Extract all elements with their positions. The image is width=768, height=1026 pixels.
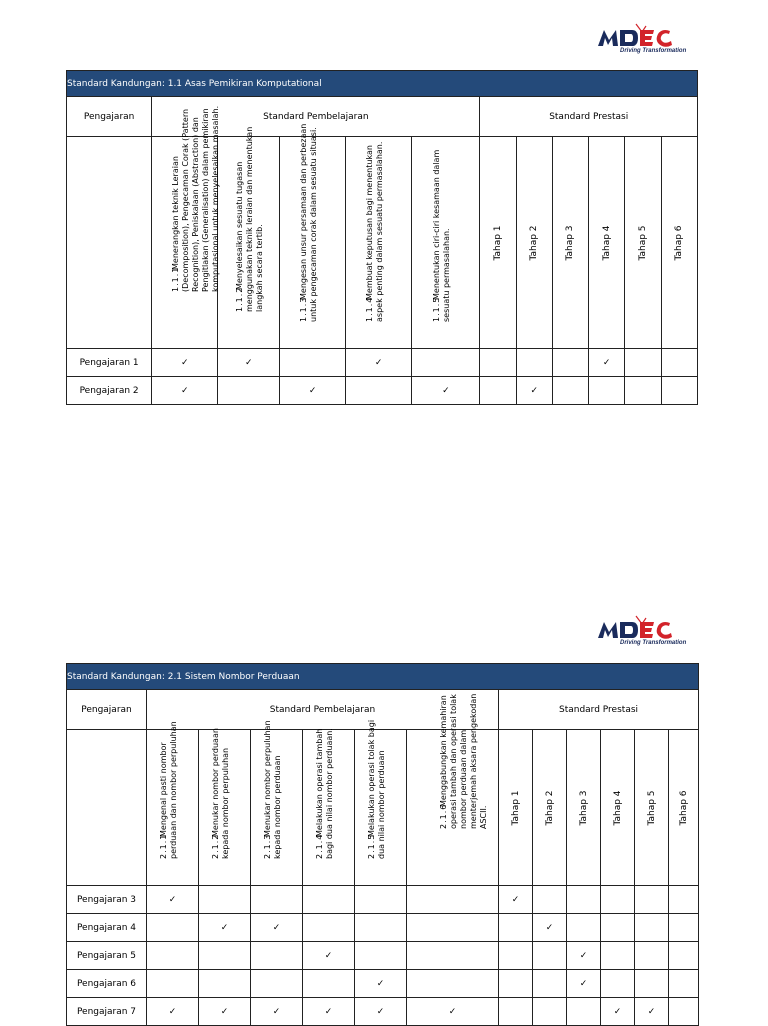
empty-cell — [303, 886, 355, 914]
standard-text — [432, 122, 452, 322]
row-label: Pengajaran 2 — [67, 377, 152, 405]
standard-number: 2.1.4 — [314, 833, 324, 859]
empty-cell — [533, 970, 567, 998]
standard-description: Menerangkan teknik Leraian (Decomposition), Pengecaman Corak (Pattern Recognition), Peniskalaan (Abstraction) dan Pengitlakan (Generalisation) dalam pemikiran komputasional untuk menyelesaikan masalah. — [170, 105, 220, 292]
tahap-label: Tahap 1 — [493, 224, 504, 261]
empty-cell — [669, 942, 699, 970]
empty-cell — [407, 886, 499, 914]
check-mark: ✓ — [218, 349, 280, 377]
tahap-header — [589, 137, 625, 349]
standard-text — [211, 715, 231, 859]
empty-cell — [589, 377, 625, 405]
check-mark: ✓ — [303, 998, 355, 1026]
logo-tagline: Driving Transformation — [620, 640, 687, 646]
tahap-header — [669, 730, 699, 886]
standard-text — [367, 715, 387, 859]
empty-cell — [499, 970, 533, 998]
standard-description: Membuat keputusan bagi menentukan aspek penting dalam sesuatu permasalahan. — [364, 141, 384, 322]
check-mark: ✓ — [567, 970, 601, 998]
empty-cell — [407, 914, 499, 942]
check-mark: ✓ — [251, 914, 303, 942]
tahap-label: Tahap 3 — [565, 224, 576, 261]
empty-cell — [567, 998, 601, 1026]
empty-cell — [251, 942, 303, 970]
standard-pembelajaran-cell — [199, 730, 251, 886]
standard-description: Mengenal pasti nombor perduaan dan nombor perpuluhan — [158, 721, 178, 859]
empty-cell — [567, 914, 601, 942]
standard-description: Menggabungkan kemahiran operasi tambah dan operasi tolak nombor perduaan dalam menterjemah aksara pengekodan ASCII. — [438, 693, 488, 829]
tahap-label: Tahap 6 — [678, 789, 689, 826]
standard-number: 1.1.1 — [170, 266, 180, 292]
check-mark: ✓ — [412, 377, 480, 405]
check-mark: ✓ — [407, 998, 499, 1026]
standard-text — [263, 715, 283, 859]
tahap-header — [533, 730, 567, 886]
check-mark: ✓ — [251, 998, 303, 1026]
check-mark: ✓ — [280, 377, 346, 405]
standard-description: Mengesan unsur persamaan dan perbezaan untuk pengecaman corak dalam sesuatu situasi. — [298, 123, 318, 322]
standard-number: 2.1.1 — [158, 833, 168, 859]
tahap-label: Tahap 4 — [612, 789, 623, 826]
check-mark: ✓ — [499, 886, 533, 914]
standard-text — [235, 112, 265, 312]
empty-cell — [601, 914, 635, 942]
standard-description: Melakukan operasi tambah bagi dua nilai nombor perduaan. — [314, 728, 334, 859]
tahap-header — [625, 137, 661, 349]
empty-cell — [355, 914, 407, 942]
row-label: Pengajaran 4 — [67, 914, 147, 942]
standard-number: 2.1.2 — [210, 833, 220, 859]
standard-number: 1.1.2 — [234, 286, 244, 312]
mdec-logo — [596, 22, 700, 64]
empty-cell — [251, 970, 303, 998]
empty-cell — [147, 970, 199, 998]
empty-cell — [552, 349, 588, 377]
empty-cell — [669, 970, 699, 998]
tahap-label: Tahap 1 — [510, 789, 521, 826]
empty-cell — [661, 377, 697, 405]
empty-cell — [533, 942, 567, 970]
empty-cell — [635, 886, 669, 914]
empty-cell — [625, 377, 661, 405]
header-standard-pembelajaran: Standard Pembelajaran — [152, 97, 480, 137]
tahap-header — [601, 730, 635, 886]
standard-table-2 — [66, 663, 699, 1026]
standard-text — [315, 715, 335, 859]
check-mark: ✓ — [303, 942, 355, 970]
standard-number: 1.1.3 — [298, 296, 308, 322]
logo-tagline: Driving Transformation — [620, 48, 687, 54]
row-label: Pengajaran 7 — [67, 998, 147, 1026]
table-title: Standard Kandungan: 2.1 Sistem Nombor Perduaan — [67, 664, 699, 690]
empty-cell — [669, 886, 699, 914]
standard-table-1 — [66, 70, 698, 405]
tahap-label: Tahap 5 — [637, 224, 648, 261]
empty-cell — [199, 886, 251, 914]
standard-description: Melakukan operasi tolak bagi dua nilai nombor perduaan — [366, 719, 386, 859]
standard-text — [365, 122, 385, 322]
empty-cell — [533, 998, 567, 1026]
empty-cell — [355, 886, 407, 914]
check-mark: ✓ — [199, 914, 251, 942]
standard-pembelajaran-cell — [251, 720, 303, 886]
tahap-header — [499, 730, 533, 886]
empty-cell — [147, 942, 199, 970]
empty-cell — [218, 377, 280, 405]
standard-pembelajaran-cell — [355, 719, 407, 886]
empty-cell — [635, 914, 669, 942]
empty-cell — [303, 970, 355, 998]
table-row — [67, 970, 699, 998]
tahap-label: Tahap 6 — [674, 224, 685, 261]
tahap-label: Tahap 3 — [578, 789, 589, 826]
standard-text — [299, 122, 319, 322]
check-mark: ✓ — [533, 914, 567, 942]
empty-cell — [601, 970, 635, 998]
standard-description: Menukar nombor perduaan kepada nombor perpuluhan — [210, 728, 230, 859]
standard-number: 1.1.4 — [364, 296, 374, 322]
blank-cell — [67, 137, 152, 349]
check-mark: ✓ — [355, 970, 407, 998]
check-mark: ✓ — [635, 998, 669, 1026]
check-mark: ✓ — [589, 349, 625, 377]
standard-pembelajaran-cell — [303, 730, 355, 886]
standard-pembelajaran-cell — [407, 693, 499, 886]
empty-cell — [355, 942, 407, 970]
blank-cell — [67, 730, 147, 886]
tahap-header — [567, 730, 601, 886]
empty-cell — [480, 349, 516, 377]
check-mark: ✓ — [516, 377, 552, 405]
tahap-label: Tahap 4 — [601, 224, 612, 261]
standard-pembelajaran-cell — [346, 137, 412, 349]
empty-cell — [661, 349, 697, 377]
standard-text — [439, 685, 489, 829]
check-mark: ✓ — [601, 998, 635, 1026]
empty-cell — [499, 942, 533, 970]
empty-cell — [669, 998, 699, 1026]
check-mark: ✓ — [152, 349, 218, 377]
table-row — [67, 942, 699, 970]
empty-cell — [251, 886, 303, 914]
empty-cell — [669, 914, 699, 942]
empty-cell — [601, 886, 635, 914]
tahap-header — [552, 137, 588, 349]
header-standard-prestasi: Standard Prestasi — [499, 690, 699, 730]
table-row — [67, 349, 698, 377]
tahap-header — [480, 137, 516, 349]
tahap-header — [516, 137, 552, 349]
empty-cell — [199, 970, 251, 998]
empty-cell — [407, 942, 499, 970]
tahap-header — [661, 137, 697, 349]
standard-number: 1.1.5 — [431, 296, 441, 322]
empty-cell — [635, 942, 669, 970]
empty-cell — [625, 349, 661, 377]
empty-cell — [346, 377, 412, 405]
standard-number: 2.1.3 — [262, 833, 272, 859]
standard-description: Menyelesaikan sesuatu tugasan menggunakan teknik leraian dan menentukan langkah secara tertib. — [234, 126, 264, 312]
empty-cell — [601, 942, 635, 970]
header-standard-pembelajaran: Standard Pembelajaran — [147, 690, 499, 730]
table-row — [67, 914, 699, 942]
mdec-logo — [596, 614, 700, 656]
standard-pembelajaran-cell — [412, 137, 480, 349]
table-title: Standard Kandungan: 1.1 Asas Pemikiran Komputational — [67, 71, 698, 97]
check-mark: ✓ — [147, 998, 199, 1026]
standard-text — [159, 715, 179, 859]
table-row — [67, 998, 699, 1026]
empty-cell — [407, 970, 499, 998]
row-label: Pengajaran 3 — [67, 886, 147, 914]
tahap-label: Tahap 2 — [529, 224, 540, 261]
standard-description: Menukar nombor perpuluhan kepada nombor perduaan — [262, 720, 282, 859]
check-mark: ✓ — [199, 998, 251, 1026]
row-label: Pengajaran 1 — [67, 349, 152, 377]
empty-cell — [412, 349, 480, 377]
check-mark: ✓ — [346, 349, 412, 377]
standard-pembelajaran-cell — [152, 105, 220, 349]
check-mark: ✓ — [152, 377, 218, 405]
check-mark: ✓ — [147, 886, 199, 914]
empty-cell — [533, 886, 567, 914]
header-pengajaran: Pengajaran — [67, 97, 152, 137]
check-mark: ✓ — [355, 998, 407, 1026]
empty-cell — [199, 942, 251, 970]
standard-pembelajaran-cell — [218, 126, 280, 349]
tahap-label: Tahap 2 — [544, 789, 555, 826]
empty-cell — [499, 914, 533, 942]
standard-text — [171, 92, 221, 292]
header-pengajaran: Pengajaran — [67, 690, 147, 730]
empty-cell — [480, 377, 516, 405]
empty-cell — [552, 377, 588, 405]
standard-number: 2.1.5 — [366, 833, 376, 859]
empty-cell — [516, 349, 552, 377]
check-mark: ✓ — [567, 942, 601, 970]
empty-cell — [499, 998, 533, 1026]
table-row — [67, 886, 699, 914]
tahap-header — [635, 730, 669, 886]
empty-cell — [303, 914, 355, 942]
header-standard-prestasi: Standard Prestasi — [480, 97, 698, 137]
empty-cell — [280, 349, 346, 377]
table-row — [67, 377, 698, 405]
standard-number: 2.1.6 — [438, 803, 448, 829]
row-label: Pengajaran 6 — [67, 970, 147, 998]
standard-description: Menentukan ciri-ciri kesamaan dalam sesuatu permasalahan. — [431, 149, 451, 322]
standard-pembelajaran-cell — [147, 721, 199, 886]
empty-cell — [147, 914, 199, 942]
standard-pembelajaran-cell — [280, 123, 346, 349]
row-label: Pengajaran 5 — [67, 942, 147, 970]
tahap-label: Tahap 5 — [646, 789, 657, 826]
empty-cell — [635, 970, 669, 998]
empty-cell — [567, 886, 601, 914]
